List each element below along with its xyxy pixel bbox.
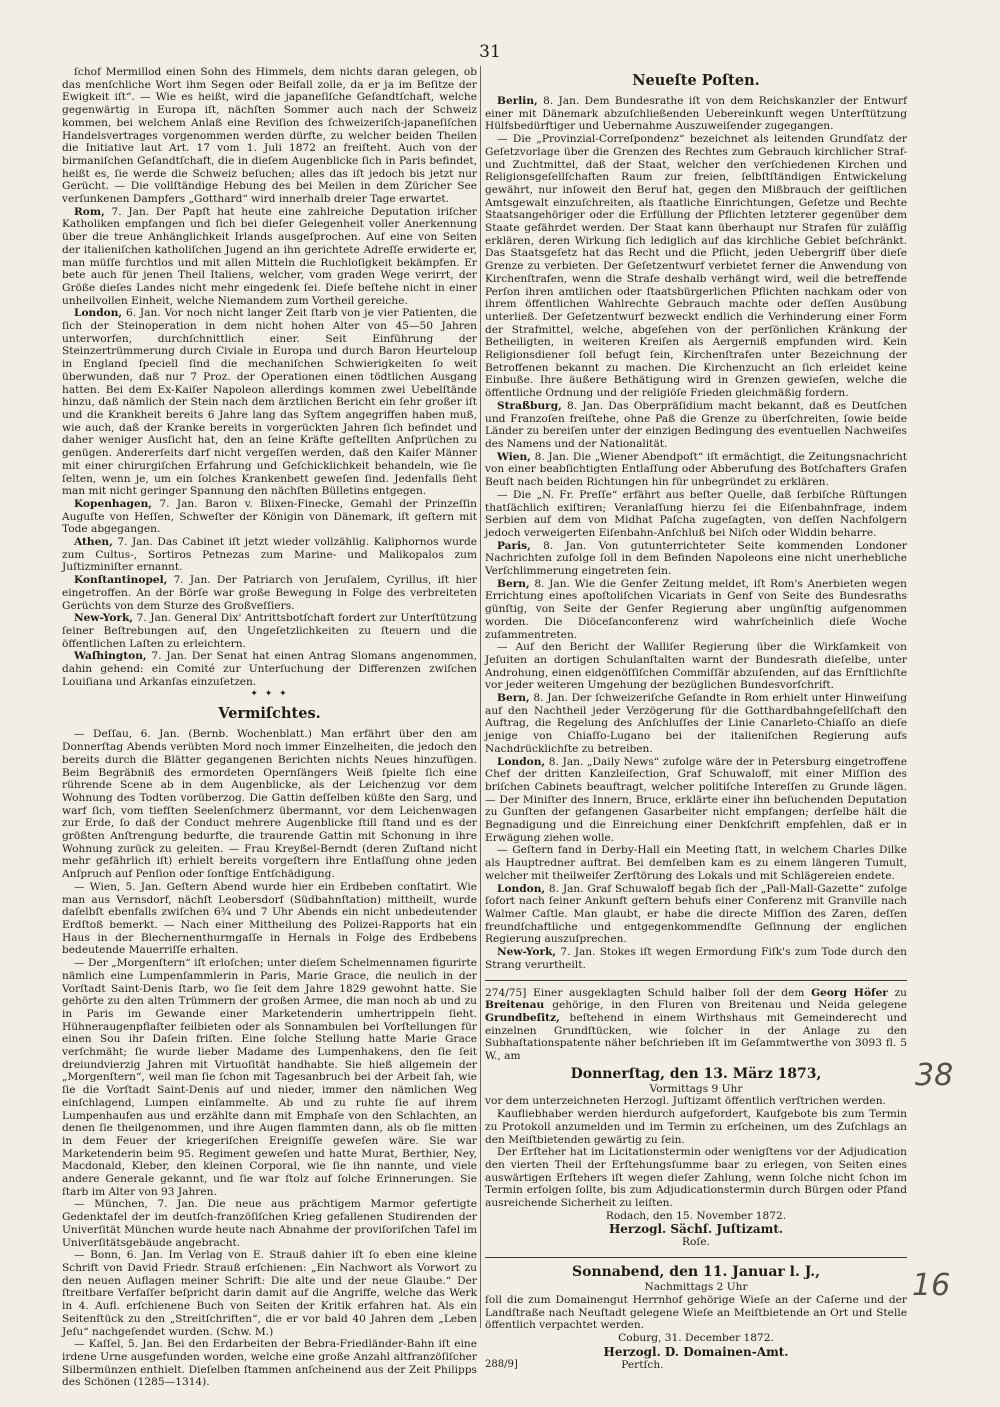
- dateline: New-York,: [497, 946, 557, 959]
- ad2-ref: 288/9]: [485, 1358, 518, 1370]
- article-text: — Der „Morgenſtern“ iſt erloſchen; unter dieſem Schelmennamen figurirte nämlich eine Lumpenſammlerin in Paris, Marie Grace, die neulich in der Vorſtadt Saint-Denis ſtarb, wo ſie ſeit dem Jahre 1829 gewohnt hatte. Sie gehörte zu den alten Trümmern der großen Armee, die man noch ab und zu in Paris im Gewande einer Marketenderin umhertrippeln ſieht. Hühneraugenpflaſter feilbieten oder als Sonnambulen bei Vorſtellungen für einen Sou ihr Daſein friſten. Eine ſolche Stellung hatte Marie Grace verſchmäht; ſie wurde lieber Madame des Lumpenhakens, den ſie ſeit dreiundvierzig Jahren mit Virtuoſität handhabte. Sie hieß allgemein der „Morgenſtern“, weil man ſie ſchon mit Tagesanbruch bei der Arbeit ſah, wie ſie die Vorſtadt Saint-Denis auf und nieder, immer den nämlichen Weg einſchlagend, Lumpen einſammelte. Ab und zu ruhte ſie auf ihrem Lumpenhaufen aus und erzählte dann mit Emphaſe von den Schlachten, an denen ſie theilgenommen, und ihre Augen flammten dann, als ob ſie mitten in dem Feuer der kriegeriſchen Ereigniſſe geweſen wäre. Sie war Marketenderin beim 95. Regiment geweſen und hatte Murat, Berthier, Ney, Macdonald, Kleber, den kleinen Corporal, wie ſie ihn nannte, und viele andere Generale gekannt, und ſie war ſtolz auf ſolche Erinnerungen. Sie ſtarb im Alter von 93 Jahren.: [62, 957, 477, 1198]
- right-column: [485, 66, 908, 1371]
- column-rule: [480, 66, 481, 1328]
- ad2-signature: Herzogl. D. Domainen-Amt.: [603, 1344, 789, 1359]
- handwritten-note-top: 38: [915, 1058, 954, 1093]
- ad-text-5: Der Erſteher hat im Licitationstermin oder wenigſtens vor der Adjudication den vierten Theil der Erſtehungsſumme baar zu erlegen, von Seiten eines auswärtigen Erſtehers iſt wegen dieſer Zahlung, wenn ſolche nicht ſchon im Termin erfolgen ſollte, bis zum Adjudicationstermin durch Bürgen oder Pfand ausreichende Sicherheit zu leiſten.: [485, 1146, 907, 1210]
- ad2-time: Nachmittags 2 Uhr: [644, 1281, 748, 1294]
- article-text: ſchof Mermillod einen Sohn des Himmels, dem nichts daran gelegen, ob das menſchliche Wort ihm Segen oder Beifall zolle, da er ja im Beſitze der Ewigkeit iſt“. — Wie es heißt, wird die japaneſiſche Geſandtſchaft, welche gegenwärtig in Europa iſt, nächſten Sommer auch nach der Schweiz kommen, bei welchem Anlaß eine Reviſion des ſchweizeriſch-japaneſiſchen Handelsvertrages vorgenommen werden dürfte, zu welcher beiden Theilen die Initiative laut Art. 17 vom 1. Juli 1872 an freiſteht. Auch von der birmaniſchen Geſandtſchaft, die in dieſem Augenblicke ſich in Paris befindet, heißt es, ſie werde die Schweiz beſuchen; alles das iſt jedoch bis jetzt nur Gerücht. — Die vollſtändige Hebung des bei Meilen in dem Züricher See verſunkenen Dampfers „Gotthard“ wird innerhalb dreier Tage erwartet.: [62, 66, 477, 206]
- article-paragraph: [485, 400, 907, 451]
- article-paragraph: [62, 957, 477, 1198]
- article-paragraph: [62, 612, 477, 650]
- article-paragraph: [485, 489, 907, 540]
- news-section: [62, 66, 477, 688]
- dateline: London,: [497, 882, 546, 895]
- article-text: 8. Jan. Das Oberpräſidium macht bekannt, daß es Deutſchen und Franzoſen freiſtehe, ohne Paß die Grenze zu überſchreiten, ſowie beide Länder zu bereiſen unter der einzigen Bedingung des eventuellen Nachweiſes des Namens und der Nationalität.: [485, 399, 907, 450]
- article-text: — Bonn, 6. Jan. Im Verlag von E. Strauß dahier iſt ſo eben eine kleine Schrift von David Friedr. Strauß erſchienen: „Ein Nachwort als Vorwort zu den neuen Auflagen meiner Schrift: Die alte und der neue Glaube.“ Der ſtreitbare Verfaſſer beſpricht darin damit auf die Angriffe, welche das Werk in 4. Aufl. erſchienene Buch von Seiten der Kritik erfahren hat. Als ein Seitenſtück zu den „Streitſchriften“, die er vor bald 40 Jahren dem „Leben Jeſu“ nachgeſendet wurden. (Schw. M.): [62, 1249, 477, 1338]
- misc-section: [62, 728, 477, 1389]
- ad-date: Donnerſtag, den 13. März 1873,: [570, 1065, 822, 1082]
- article-text: — Die „Provinzial-Correſpondenz“ bezeichnet als leitenden Grundſatz der Geſetzvorlage über die Grenzen des Rechtes zum Gebrauch kirchlicher Straf- und Zuchtmittel, daß der Staat, welcher den verſchiedenen Kirchen und Religionsgeſellſchaften Raum zur freien, ſelbſtſtändigen Entwickelung gewährt, nur inſoweit den Beruf hat, gegen den Mißbrauch der geiſtlichen Amtsgewalt einzuſchreiten, als ſtaatliche Einrichtungen, Geſetze und Rechte Staatsangehöriger oder die Erfüllung der Pflichten letzterer gegenüber dem Staate gefährdet werden. Der Staat kann überhaupt nur Strafen für zuläſſig erklären, deren Wirkung ſich lediglich auf das kirchliche Gebiet beſchränkt. Das Staatsgeſetz hat das Recht und die Pflicht, jeden Uebergriff über dieſe Grenze zu verbieten. Der Geſetzentwurf verbietet ferner die Anwendung von Kirchenſtrafen, wenn die Strafe deshalb verhängt wird, weil die betreffende Perſon ihren amtlichen oder ſtaatsbürgerlichen Pflichten nachkam oder von ihrem öffentlichen Wahlrechte Gebrauch machte oder deſſen Ausübung unterließ. Der Geſetzentwurf bezweckt endlich die Verhinderung einer Form der Strafmittel, welche, abgeſehen von der perſönlichen Kränkung der Betheiligten, in weiteren Kreiſen als Aergerniß empfunden wird. Kein Religionsdiener ſoll befugt ſein, Kirchenſtrafen unter Bezeichnung der Betroffenen bekannt zu machen. Die Kirchenzucht an ſich erleidet keine Einbuße. Ihre äußere Bethätigung wird in Grenzen gewieſen, welche die öffentliche Ordnung und der religiöſe Frieden gleichmäßig fordern.: [485, 133, 907, 400]
- advert-separator: [485, 1257, 907, 1258]
- article-text: 7. Jan. Der Patriarch von Jeruſalem, Cyrillus, iſt hier eingetroffen. An der Börſe war große Bewegung in Folge des verbreiteten Gerüchts von dem Sturze des Großveſſiers.: [62, 574, 477, 612]
- article-paragraph: [485, 95, 907, 133]
- article-text: — Wien, 5. Jan. Geſtern Abend wurde hier ein Erdbeben conſtatirt. Wie man aus Vernsdorf, nächſt Leobersdorf (Südbahnſtation) mittheilt, wurde daſelbſt ebenfalls zwiſchen 6¾ und 7 Uhr Abends ein nicht unbedeutender Erdſtoß bemerkt. — Nach einer Mittheilung des Polizei-Rapports hat ein Haus in der Blechernenthurmgaſſe in Hernals in Folge des Erdbebens bedeutende Mauerriſſe erhalten.: [62, 880, 477, 957]
- section-title-latest: Neueſte Poſten.: [632, 72, 760, 89]
- article-paragraph: [62, 307, 477, 498]
- article-paragraph: [485, 946, 907, 971]
- article-text: 8. Jan. Von gutunterrichteter Seite kommenden Londoner Nachrichten zufolge ſoll in dem Befinden Napoleons eine nicht unerhebliche Verſchlimmerung eingetreten ſein.: [485, 539, 907, 578]
- dateline: Bern,: [497, 577, 530, 590]
- dateline: Athen,: [74, 536, 113, 549]
- ad-signature: Herzogl. Sächſ. Juſtizamt.: [608, 1222, 784, 1237]
- article-paragraph: [62, 650, 477, 688]
- lease-advert: [485, 1264, 907, 1371]
- dateline: New-York,: [74, 612, 134, 625]
- dateline: Bern,: [497, 692, 530, 705]
- dateline: Berlin,: [497, 95, 538, 107]
- page-number: 31: [479, 42, 501, 62]
- ad-signer: Roſe.: [682, 1236, 710, 1249]
- article-text: 6. Jan. Vor noch nicht langer Zeit ſtarb von je vier Patienten, die ſich der Steinoperation in dem nicht hohen Alter von 45—50 Jahren unterworfen, durchſchnittlich einer. Seit Einführung der Steinzertrümmerung durch Civiale in Europa und durch Baron Heurteloup in England ſpeciell ſind die mechaniſchen Schwierigkeiten ſo weit überwunden, daß nur 7 Proz. der Operationen einen tödtlichen Ausgang hatten. Bei dem Ex-Kaiſer Napoleon allerdings kommen zwei Uebelſtände hinzu, daß nämlich der Stein nach dem ärztlichen Bericht ein ſehr großer iſt und die Krankheit bereits 6 Jahre lang das Syſtem angegriffen haben muß, wie auch, daß der Kranke bereits in vorgerückten Jahren ſich befindet und daher weniger Ausſicht hat, den an ſeine Kräfte geſtellten Anſprüchen zu genügen. Andererſeits darf nicht vergeſſen werden, daß den Kaiſer Männer mit einer chirurgiſchen Erfahrung und Geſchicklichkeit behandeln, wie ſie ſelten, wenn je, um ein ſolches Krankenbett geweſen ſind. Jedenfalls ſieht man mit nicht geringer Spannung den nächſten Bülletins entgegen.: [62, 307, 477, 498]
- article-paragraph: [485, 133, 907, 400]
- article-text: 7. Jan. Das Cabinet iſt jetzt wieder vollzählig. Kaliphornos wurde zum Cultus-, Sortiros Petnezas zum Marine- und Malikopalos zum Juſtizminiſter ernannt.: [62, 536, 478, 574]
- article-text: 8. Jan. Die „Wiener Abendpoſt“ iſt ermächtigt, die Zeitungsnachricht von einer beabſichtigten Entlaſſung oder Abberufung des Botſchafters Grafen Beuſt nach beiden Richtungen hin für unbegründet zu erklären.: [485, 450, 907, 489]
- dateline: London,: [497, 755, 546, 768]
- article-paragraph: [485, 756, 907, 845]
- auction-advert: [485, 987, 907, 1250]
- ad-time: Vormittags 9 Uhr: [649, 1082, 743, 1095]
- article-paragraph: [62, 728, 477, 880]
- article-paragraph: [485, 641, 907, 692]
- article-paragraph: [62, 1338, 477, 1389]
- article-paragraph: [485, 578, 907, 642]
- section-title-misc: Vermiſchtes.: [218, 705, 321, 723]
- article-text: 7. Jan. Baron v. Blixen-Finecke, Gemahl der Prinzeſſin Auguſte von Heſſen, Schweſter der Königin von Dänemark, iſt geſtern mit Tode abgegangen.: [62, 497, 477, 536]
- article-text: 8. Jan. „Daily News“ zufolge wäre der in Petersburg eingetroffene Chef der dritten Kanzleiſection, Graf Schuwaloff, mit einer Miſſion des briſchen Cabinets beauftragt, welcher politiſche Intereſſen zu Grunde lägen. — Der Miniſter des Innern, Bruce, erklärte einer ihn beſuchenden Deputation zu Gunſten der gefangenen Gasarbeiter nicht empfangen; derſelbe hält die Begnadigung und die Einreichung einer Denkſchrift empfehlen, daß er in Erwägung ziehen wolle.: [485, 755, 907, 844]
- article-paragraph: [62, 1198, 477, 1249]
- article-text: 7. Jan. Der Senat hat einen Antrag Slomans angenommen, dahin gehend: ein Comité zur Unterſuchung der Differenzen zwiſchen Louiſiana und Arkanſas einzuſetzen.: [62, 650, 478, 688]
- ad-intro: 274/75] Einer ausgeklagten Schuld halber ſoll der dem Georg Höfer zu Breitenau gehörige, in den Fluren von Breitenau und Neida gelegene Grundbeſitz, beſtehend in einem Wirthshaus mit Gemeinderecht und einzelnen Grundſtücken, wie ſolcher in der Anlage zu den Subhaſtationspatente näher beſchrieben iſt im Geſammtwerthe von 3093 fl. 5 W., am: [485, 986, 908, 1063]
- advert-separator: [485, 980, 907, 981]
- article-text: 8. Jan. Dem Bundesrathe iſt von dem Reichskanzler der Entwurf einer mit Dänemark abzuſchließenden Uebereinkunft wegen Unterſtützung Hülfsbedürftiger und Uebernahme Auszuweiſender zugegangen.: [485, 95, 907, 133]
- dateline: Straßburg,: [497, 399, 562, 412]
- article-paragraph: [485, 692, 907, 756]
- handwritten-note-bottom: 16: [912, 1268, 951, 1303]
- dateline: Rom,: [74, 205, 105, 218]
- ad2-footer: [485, 1359, 907, 1372]
- ad-place: Breitenau: [485, 999, 545, 1012]
- article-text: — Geſtern fand in Derby-Hall ein Meeting ſtatt, in welchem Charles Dilke als Hauptredner auftrat. Bei demſelben kam es zu einem längeren Tumult, welcher mit theilweiſer Zerſtörung des Lokals und mit Schlägereien endete.: [485, 844, 907, 882]
- article-paragraph: [62, 66, 477, 206]
- article-text: — Kaſſel, 5. Jan. Bei den Erdarbeiten der Bebra-Friedländer-Bahn iſt eine irdene Urne ausgefunden worden, welche eine große Anzahl altfranzöſiſcher Silbermünzen enthielt. Dieſelben ſtammen anſcheinend aus der Zeit Philipps des Schönen (1285—1314).: [62, 1338, 477, 1389]
- dateline: Konſtantinopel,: [74, 574, 168, 587]
- article-text: — München, 7. Jan. Die neue aus prächtigem Marmor gefertigte Gedenktafel der im deutſch-franzöſiſchen Krieg gefallenen Studirenden der Univerſität München wurde heute nach Abnahme der proviſoriſchen Tafel im Univerſitätsgebäude angebracht.: [62, 1198, 477, 1249]
- article-text: — Die „N. Fr. Preſſe“ erfährt aus beſter Quelle, daß ſerbiſche Rüſtungen thatſächlich exiſtiren; Veranlaſſung hierzu ſei die Eiſenbahnfrage, indem Serbien auf dem von Midhat Paſcha zugeſagten, von deſſen Nachfolgern jedoch verweigerten Eiſenbahn-Anſchluß bei Niſch oder Widdin beharre.: [485, 488, 907, 539]
- ad-ref: 274/75]: [485, 986, 527, 999]
- article-paragraph: [485, 451, 907, 489]
- article-paragraph: [62, 536, 477, 574]
- ad-text-4: Kaufliebhaber werden hierdurch aufgefordert, Kaufgebote bis zum Termin zu Protokoll anzumelden und im Termin zu erſcheinen, um des Zuſchlags an den Meiſtbietenden gewärtig zu ſein.: [485, 1108, 907, 1146]
- ad2-signer: Pertſch.: [621, 1358, 664, 1371]
- article-text: 7. Jan. Der Papſt hat heute eine zahlreiche Deputation iriſcher Katholiken empfangen und ſich bei dieſer Gelegenheit voller Anerkennung über die treue Anhänglichkeit Irlands ausgeſprochen. Auf eine von Seiten der italieniſchen katholiſchen Jugend an ihn gerichtete Adreſſe erwiderte er, man müſſe furchtlos und mit allen Mitteln die Ruchloſigkeit bekämpfen. Er bete auch für jenen Theil Italiens, welcher, vom graden Wege verirrt, der Größe dieſes Landes nicht mehr eingedenk ſei. Dieſe beſtehe nicht in einer unheilvollen Einheit, welche Niemandem zum Vortheil gereiche.: [62, 205, 477, 307]
- dateline: Kopenhagen,: [74, 497, 152, 510]
- ad2-text: ſoll die zum Domainengut Herrnhof gehörige Wieſe an der Caſerne und der Landſtraße nach Neuſtadt gelegene Wieſe an Meiſtbietende an Ort und Stelle öffentlich verpachtet werden.: [485, 1293, 907, 1332]
- dateline: London,: [74, 307, 123, 320]
- left-column: [62, 66, 478, 1389]
- ad-place-date: Rodach, den 15. November 1872.: [605, 1209, 787, 1222]
- article-paragraph: [485, 540, 907, 578]
- ad2-place-date: Coburg, 31. December 1872.: [618, 1331, 774, 1344]
- article-paragraph: [62, 1249, 477, 1338]
- article-paragraph: [485, 844, 907, 882]
- article-text: — Auf den Bericht der Walliſer Regierung über die Wirkſamkeit von Jeſuiten an dortigen Schulanſtalten warnt der Bundesrath dieſelbe, unter Androhung, einen eidgenöſſiſchen Commiſſär abzuſenden, auf das Ernſtlichſte vor jeder weiteren Umgehung der bezüglichen Bundesvorſchrift.: [485, 641, 907, 692]
- article-text: 8. Jan. Wie die Genfer Zeitung meldet, iſt Rom's Anerbieten wegen Errichtung eines apoſtoliſchen Vicariats in Genf von Seite des Bundesraths günſtig, von Seite der Genfer Regierung aber ungünſtig aufgenommen worden. Die Diöceſanconferenz wird wahrſcheinlich dieſe Woche zuſammentreten.: [485, 577, 907, 641]
- dateline: Paris,: [497, 539, 531, 552]
- article-text: — Deſſau, 6. Jan. (Bernb. Wochenblatt.) Man erfährt über den am Donnerſtag Abends verübten Mord noch immer Einzelheiten, die jedoch den bereits durch die Blätter gegangenen Berichten nichts Neues hinzufügen. Beim Begräbniß des ermordeten Opernſängers Weiß ſpielte ſich eine rührende Scene ab in dem Augenblicke, als der Leichenzug vor dem Wohnung des Todten vorüberzog. Die Gattin deſſelben küßte den Sarg, und warf ſich, vom tiefſten Seelenſchmerz übermannt, vor dem Leichenwagen zur Erde, ſo daß der Conduct mehrere Augenblicke ſtill ſtand und es der größten Anſtrengung bedurfte, die traurende Gattin mit Schonung in ihre Wohnung zurück zu geleiten. — Frau Kreyßel-Berndt (deren Zuſtand nicht mehr gefährlich iſt) erhielt bereits vorgeſtern ihre Entlaſſung ohne jeden Anſpruch auf Penſion oder ſonſtige Entſchädigung.: [62, 728, 477, 881]
- article-paragraph: [62, 881, 477, 957]
- article-paragraph: [62, 574, 477, 612]
- ad-property: Grundbeſitz,: [485, 1011, 560, 1024]
- article-paragraph: [62, 498, 477, 536]
- article-paragraph: [62, 206, 477, 308]
- ad2-date: Sonnabend, den 11. Januar l. J.,: [572, 1264, 820, 1281]
- latest-news-section: [485, 95, 907, 972]
- section-ornament: ✦ ✦ ✦: [250, 689, 289, 700]
- article-text: 7. Jan. General Dix' Antrittsbotſchaft fordert zur Unterſtützung ſeiner Beſtrebungen auf, den Ungeſetzlichkeiten zu ſteuern und die öffentlichen Laſten zu erleichtern.: [62, 612, 478, 650]
- ad-text-3: vor dem unterzeichneten Herzogl. Juſtizamt öffentlich verſtrichen werden.: [485, 1095, 886, 1108]
- article-text: 8. Jan. Graf Schuwaloff begab ſich der „Pall-Mall-Gazette“ zufolge ſofort nach ſeiner Ankunft geſtern behufs einer Conferenz mit Granville nach Walmer Caſtle. Man glaubt, er habe die directe Miſſion des Zaren, deſſen freundſchaftliche und entgegenkommendſte Geſinnung der englichen Regierung auszuſprechen.: [485, 882, 907, 946]
- article-text: 8. Jan. Der ſchweizeriſche Geſandte in Rom erhielt unter Hinweiſung auf den Nachtheil jeder Verzögerung für die Gotthardbahngeſellſchaft den Auftrag, die Regelung des Anſchluſſes der Linie Canarleto-Chiaſſo an dieſe jenige von Chiaſſo-Lugano bei der italieniſchen Regierung aufs Nachdrücklichſte zu betreiben.: [485, 692, 908, 755]
- article-paragraph: [485, 883, 907, 947]
- dateline: Wien,: [497, 450, 531, 463]
- dateline: Waſhington,: [74, 650, 147, 663]
- ad-owner: Georg Höfer: [811, 986, 888, 999]
- article-text: 7. Jan. Stokes iſt wegen Ermordung Fiſk's zum Tode durch den Strang verurtheilt.: [485, 946, 907, 971]
